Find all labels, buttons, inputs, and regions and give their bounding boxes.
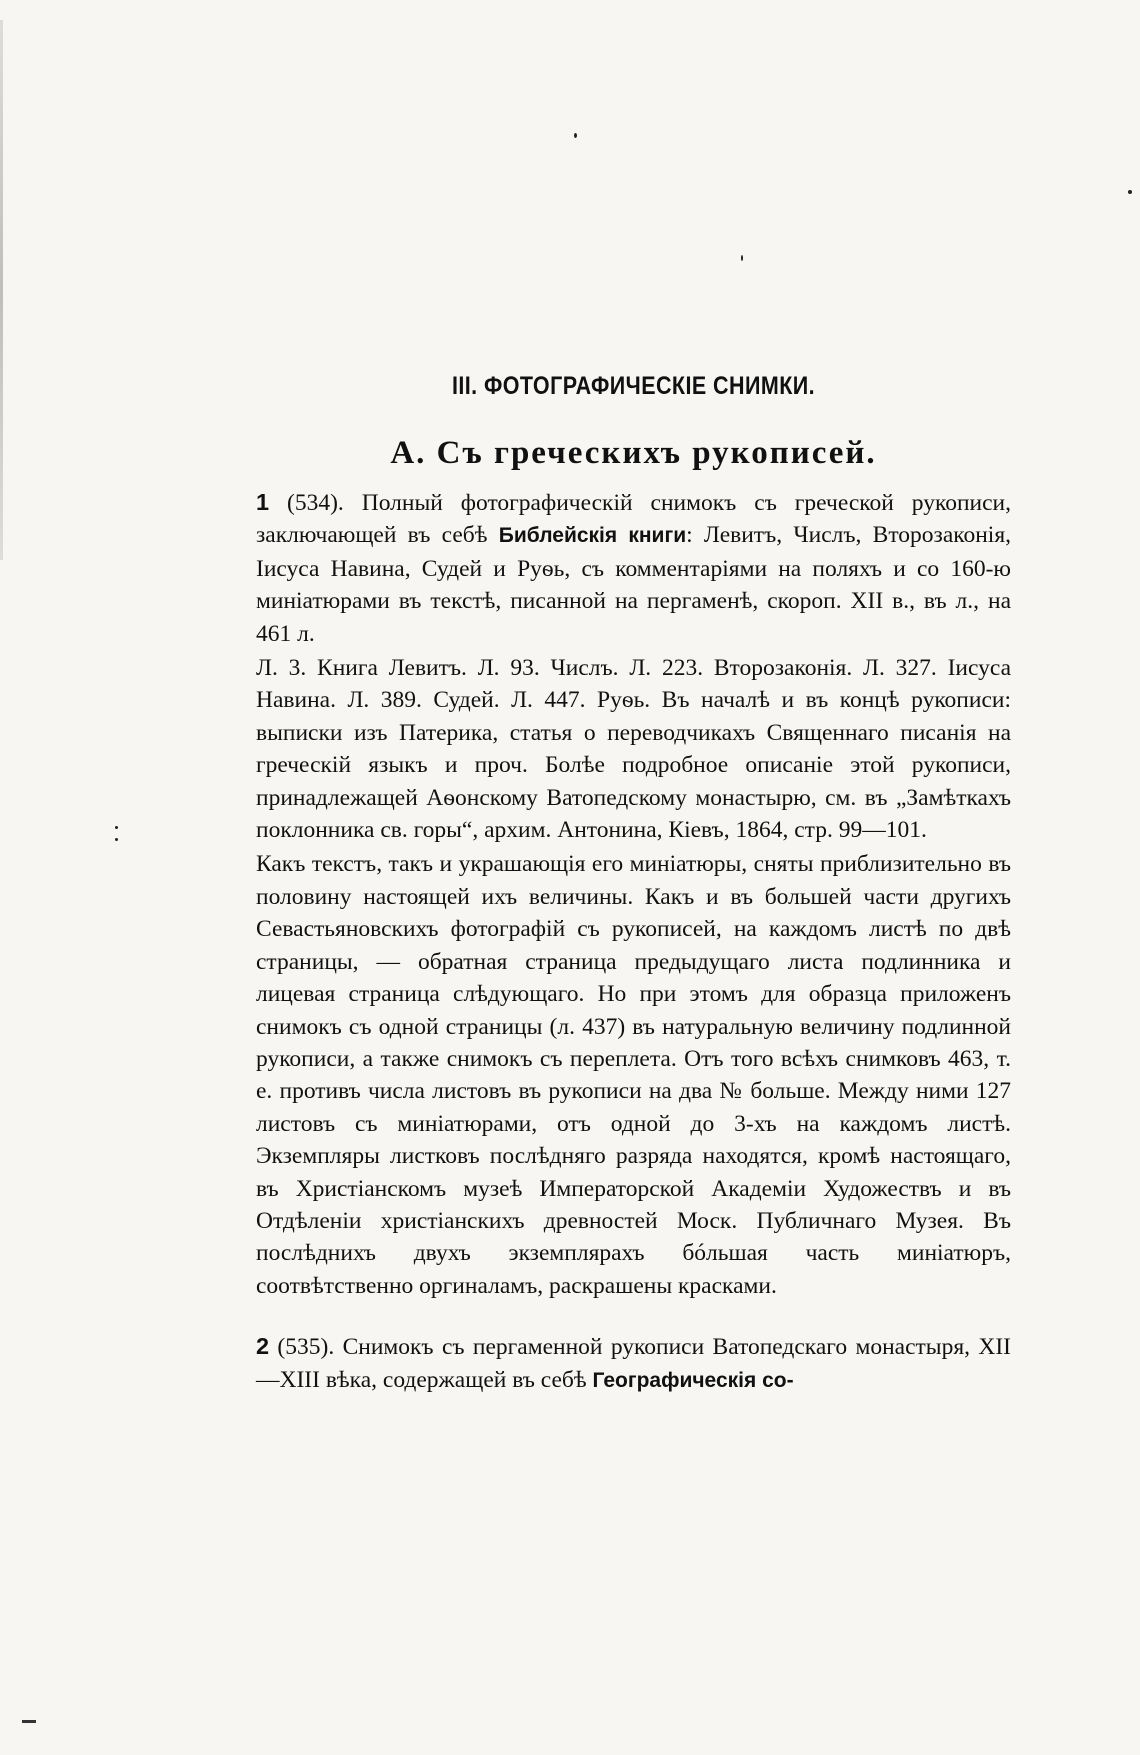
page-content xyxy=(256,372,1011,1397)
scan-edge-shadow xyxy=(0,20,3,560)
section-heading: III. ФОТОГРАФИЧЕСКІЕ СНИМКИ. xyxy=(451,372,816,400)
scan-speck xyxy=(741,255,743,261)
entry-2-bold-title: Географическія со- xyxy=(592,1368,794,1392)
scan-speck xyxy=(1128,190,1132,194)
entry-2-text-a: (535). Снимокъ съ пергаменной рукописи Ватопедскаго монастыря, XII—XIII вѣка, содержащей въ себѣ xyxy=(256,1334,1011,1393)
entry-1-bold-title: Библейскія книги xyxy=(498,524,687,548)
entry-1-contents: Л. 3. Книга Левитъ. Л. 93. Числъ. Л. 223. Второзаконія. Л. 327. Іисуса Навина. Л. 389. Судей. Л. 447. Руѳь. Въ началѣ и въ концѣ рукописи: выписки изъ Патерика, статья о переводчикахъ Священнаго писанія на греческій языкъ и проч. Болѣе подробное описаніе этой рукописи, принадлежащей Аѳонскому Ватопедскому монастырю, см. въ „Замѣткахъ поклонника св. горы“, архим. Антонина, Кіевъ, 1864, стр. 99—101. xyxy=(256,655,1011,844)
scan-speck xyxy=(115,838,118,841)
entry-2-description xyxy=(256,1330,1011,1397)
entry-1-notes: Какъ текстъ, такъ и украшающія его миніатюры, сняты приблизительно въ половину настоящей ихъ величины. Какъ и въ большей части другихъ Севастьяновскихъ фотографій съ рукописей, на каждомъ листѣ по двѣ страницы, — обратная страница предыдущаго листа подлинника и лицевая страница слѣдующаго. Но при этомъ для образца приложенъ снимокъ съ одной страницы (л. 437) въ натуральную величину подлинной рукописи, а также снимокъ съ переплета. Отъ того всѣхъ снимковъ 463, т. е. противъ числа листовъ въ рукописи на два № больше. Между ними 127 листовъ съ миніатюрами, отъ одной до 3-хъ на каждомъ листѣ. Экземпляры листковъ послѣдняго разряда находятся, кромѣ настоящаго, въ Христіанскомъ музеѣ Императорской Академіи Художествъ и въ Отдѣленіи христіанскихъ древностей Моск. Публичнаго Музея. Въ послѣднихъ двухъ экземплярахъ бóльшая часть миніатюръ, соотвѣтственно оргиналамъ, раскрашены красками. xyxy=(256,851,1011,1299)
sub-heading: A. Съ греческихъ рукописей. xyxy=(390,435,877,471)
entry-1-number: 1 xyxy=(256,489,270,515)
scan-speck xyxy=(574,133,577,138)
entry-2-number: 2 xyxy=(256,1333,270,1360)
entry-1-description xyxy=(256,486,1011,650)
entry-1-text-b: : Левитъ, Числъ, Второзаконія, Іисуса Навина, Судей и Руѳь, съ комментаріями на поляхъ и со 160-ю миніатюрами въ текстѣ, писанной на пергаменѣ, скороп. XII в., въ л., на 461 л. xyxy=(256,522,1012,647)
scan-speck xyxy=(115,826,118,829)
entry-1-text-a: (534). Полный фотографическій снимокъ съ греческой рукописи, заключающей въ себѣ xyxy=(256,490,1011,549)
scan-dash-mark xyxy=(22,1720,36,1723)
